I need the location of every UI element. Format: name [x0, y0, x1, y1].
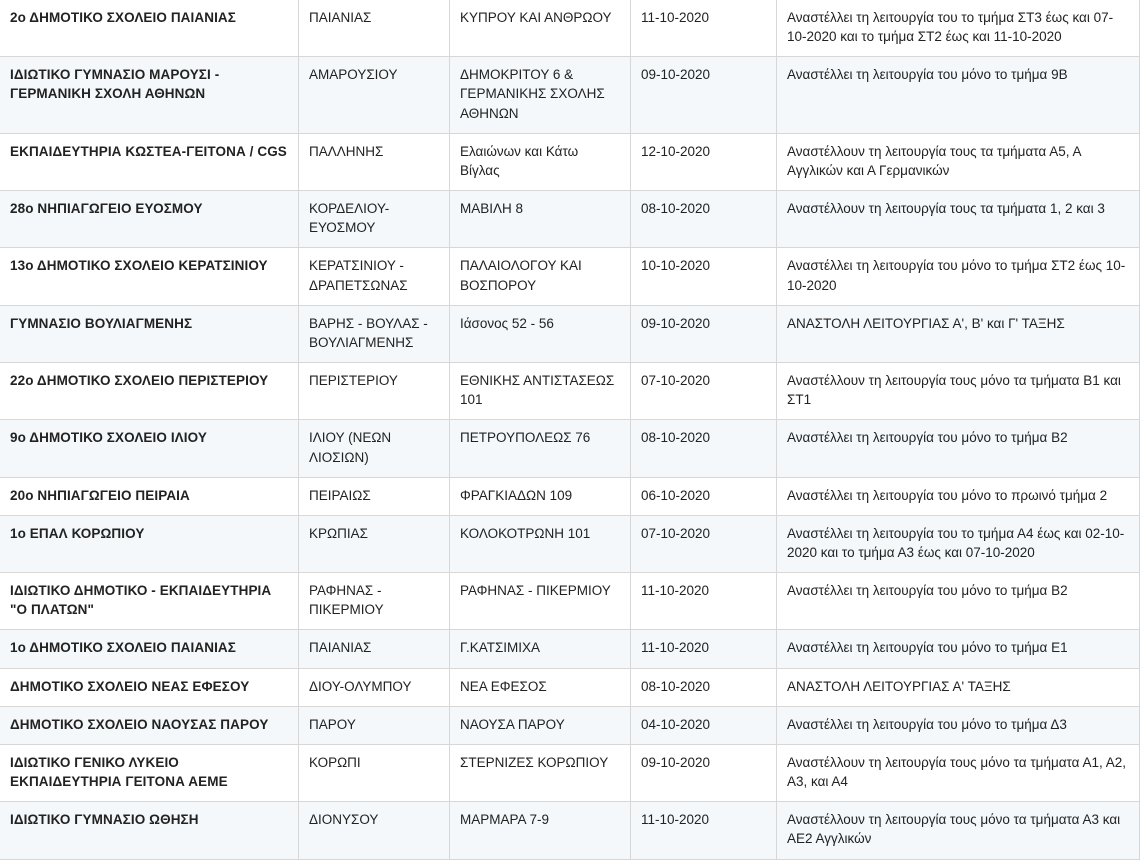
- cell-note: Αναστέλλουν τη λειτουργία τους τα τμήματα Α5, Α Αγγλικών και Α Γερμανικών: [777, 133, 1140, 190]
- cell-name: ΔΗΜΟΤΙΚΟ ΣΧΟΛΕΙΟ ΝΕΑΣ ΕΦΕΣΟΥ: [0, 668, 299, 706]
- cell-note: Αναστέλλουν τη λειτουργία τους μόνο τα τμήματα Α3 και ΑΕ2 Αγγλικών: [777, 802, 1140, 859]
- cell-name: 2ο ΔΗΜΟΤΙΚΟ ΣΧΟΛΕΙΟ ΠΑΙΑΝΙΑΣ: [0, 0, 299, 57]
- table-row: [0, 515, 1140, 572]
- cell-note: Αναστέλλει τη λειτουργία του μόνο το τμήμα ΣΤ2 έως 10-10-2020: [777, 248, 1140, 305]
- cell-note: Αναστέλλει τη λειτουργία του μόνο το τμήμα 9Β: [777, 57, 1140, 133]
- cell-address: ΚΥΠΡΟΥ ΚΑΙ ΑΝΘΡΩΟΥ: [450, 0, 631, 57]
- cell-name: 9ο ΔΗΜΟΤΙΚΟ ΣΧΟΛΕΙΟ ΙΛΙΟΥ: [0, 420, 299, 477]
- cell-date: 09-10-2020: [631, 744, 777, 801]
- table-row: [0, 305, 1140, 362]
- cell-address: ΜΑΡΜΑΡΑ 7-9: [450, 802, 631, 859]
- cell-note: Αναστέλλουν τη λειτουργία τους μόνο τα τμήματα Α1, Α2, Α3, και Α4: [777, 744, 1140, 801]
- cell-note: Αναστέλλει τη λειτουργία του μόνο το τμήμα Ε1: [777, 630, 1140, 668]
- table-row: [0, 57, 1140, 133]
- cell-note: ΑΝΑΣΤΟΛΗ ΛΕΙΤΟΥΡΓΙΑΣ Α' ΤΑΞΗΣ: [777, 668, 1140, 706]
- cell-note: ΑΝΑΣΤΟΛΗ ΛΕΙΤΟΥΡΓΙΑΣ Α', Β' και Γ' ΤΑΞΗΣ: [777, 305, 1140, 362]
- cell-note: Αναστέλλει τη λειτουργία του μόνο το πρωινό τμήμα 2: [777, 477, 1140, 515]
- cell-name: ΓΥΜΝΑΣΙΟ ΒΟΥΛΙΑΓΜΕΝΗΣ: [0, 305, 299, 362]
- cell-address: ΔΗΜΟΚΡΙΤΟΥ 6 & ΓΕΡΜΑΝΙΚΗΣ ΣΧΟΛΗΣ ΑΘΗΝΩΝ: [450, 57, 631, 133]
- cell-municipality: ΡΑΦΗΝΑΣ - ΠΙΚΕΡΜΙΟΥ: [299, 573, 450, 630]
- cell-name: ΙΔΙΩΤΙΚΟ ΓΕΝΙΚΟ ΛΥΚΕΙΟ ΕΚΠΑΙΔΕΥΤΗΡΙΑ ΓΕΙΤΟΝΑ ΑΕΜΕ: [0, 744, 299, 801]
- cell-municipality: ΔΙΟΥ-ΟΛΥΜΠΟΥ: [299, 668, 450, 706]
- cell-address: ΦΡΑΓΚΙΑΔΩΝ 109: [450, 477, 631, 515]
- cell-address: ΠΕΤΡΟΥΠΟΛΕΩΣ 76: [450, 420, 631, 477]
- cell-municipality: ΙΛΙΟΥ (ΝΕΩΝ ΛΙΟΣΙΩΝ): [299, 420, 450, 477]
- cell-name: ΕΚΠΑΙΔΕΥΤΗΡΙΑ ΚΩΣΤΕΑ-ΓΕΙΤΟΝΑ / CGS: [0, 133, 299, 190]
- cell-municipality: ΚΟΡΔΕΛΙΟΥ-ΕΥΟΣΜΟΥ: [299, 191, 450, 248]
- cell-name: ΙΔΙΩΤΙΚΟ ΓΥΜΝΑΣΙΟ ΜΑΡΟΥΣΙ - ΓΕΡΜΑΝΙΚΗ ΣΧΟΛΗ ΑΘΗΝΩΝ: [0, 57, 299, 133]
- cell-date: 11-10-2020: [631, 0, 777, 57]
- table-row: [0, 706, 1140, 744]
- cell-address: ΝΕΑ ΕΦΕΣΟΣ: [450, 668, 631, 706]
- cell-date: 07-10-2020: [631, 515, 777, 572]
- cell-date: 11-10-2020: [631, 802, 777, 859]
- cell-address: Ιάσονος 52 - 56: [450, 305, 631, 362]
- cell-address: ΕΘΝΙΚΗΣ ΑΝΤΙΣΤΑΣΕΩΣ 101: [450, 363, 631, 420]
- cell-address: ΚΟΛΟΚΟΤΡΩΝΗ 101: [450, 515, 631, 572]
- cell-note: Αναστέλλει τη λειτουργία του το τμήμα Α4 έως και 02-10-2020 και το τμήμα Α3 έως και 07-10-2020: [777, 515, 1140, 572]
- cell-date: 07-10-2020: [631, 363, 777, 420]
- cell-municipality: ΠΕΙΡΑΙΩΣ: [299, 477, 450, 515]
- cell-municipality: ΚΟΡΩΠΙ: [299, 744, 450, 801]
- cell-date: 09-10-2020: [631, 305, 777, 362]
- cell-municipality: ΚΕΡΑΤΣΙΝΙΟΥ - ΔΡΑΠΕΤΣΩΝΑΣ: [299, 248, 450, 305]
- cell-name: 1ο ΕΠΑΛ ΚΟΡΩΠΙΟΥ: [0, 515, 299, 572]
- cell-name: 22ο ΔΗΜΟΤΙΚΟ ΣΧΟΛΕΙΟ ΠΕΡΙΣΤΕΡΙΟΥ: [0, 363, 299, 420]
- cell-note: Αναστέλλουν τη λειτουργία τους μόνο τα τμήματα Β1 και ΣΤ1: [777, 363, 1140, 420]
- cell-date: 12-10-2020: [631, 133, 777, 190]
- cell-date: 08-10-2020: [631, 420, 777, 477]
- cell-address: ΡΑΦΗΝΑΣ - ΠΙΚΕΡΜΙΟΥ: [450, 573, 631, 630]
- table-row: [0, 802, 1140, 859]
- table-row: [0, 133, 1140, 190]
- cell-date: 11-10-2020: [631, 573, 777, 630]
- cell-name: ΔΗΜΟΤΙΚΟ ΣΧΟΛΕΙΟ ΝΑΟΥΣΑΣ ΠΑΡΟΥ: [0, 706, 299, 744]
- table-row: [0, 630, 1140, 668]
- table-row: [0, 573, 1140, 630]
- cell-note: Αναστέλλουν τη λειτουργία τους τα τμήματα 1, 2 και 3: [777, 191, 1140, 248]
- table-row: [0, 0, 1140, 57]
- cell-note: Αναστέλλει τη λειτουργία του μόνο το τμήμα Β2: [777, 420, 1140, 477]
- cell-date: 11-10-2020: [631, 630, 777, 668]
- cell-name: 1ο ΔΗΜΟΤΙΚΟ ΣΧΟΛΕΙΟ ΠΑΙΑΝΙΑΣ: [0, 630, 299, 668]
- table-row: [0, 744, 1140, 801]
- cell-address: ΝΑΟΥΣΑ ΠΑΡΟΥ: [450, 706, 631, 744]
- cell-name: 20ο ΝΗΠΙΑΓΩΓΕΙΟ ΠΕΙΡΑΙΑ: [0, 477, 299, 515]
- cell-municipality: ΠΑΙΑΝΙΑΣ: [299, 630, 450, 668]
- cell-municipality: ΠΑΡΟΥ: [299, 706, 450, 744]
- cell-address: Ελαιώνων και Κάτω Βίγλας: [450, 133, 631, 190]
- cell-address: ΜΑΒΙΛΗ 8: [450, 191, 631, 248]
- cell-municipality: ΒΑΡΗΣ - ΒΟΥΛΑΣ - ΒΟΥΛΙΑΓΜΕΝΗΣ: [299, 305, 450, 362]
- cell-address: ΠΑΛΑΙΟΛΟΓΟΥ ΚΑΙ ΒΟΣΠΟΡΟΥ: [450, 248, 631, 305]
- cell-note: Αναστέλλει τη λειτουργία του μόνο το τμήμα Β2: [777, 573, 1140, 630]
- cell-date: 06-10-2020: [631, 477, 777, 515]
- cell-date: 04-10-2020: [631, 706, 777, 744]
- cell-municipality: ΔΙΟΝΥΣΟΥ: [299, 802, 450, 859]
- table-row: [0, 420, 1140, 477]
- table-row: [0, 363, 1140, 420]
- cell-date: 10-10-2020: [631, 248, 777, 305]
- cell-note: Αναστέλλει τη λειτουργία του το τμήμα ΣΤ3 έως και 07-10-2020 και το τμήμα ΣΤ2 έως και 11-10-2020: [777, 0, 1140, 57]
- cell-municipality: ΠΕΡΙΣΤΕΡΙΟΥ: [299, 363, 450, 420]
- cell-name: ΙΔΙΩΤΙΚΟ ΔΗΜΟΤΙΚΟ - ΕΚΠΑΙΔΕΥΤΗΡΙΑ "Ο ΠΛΑΤΩΝ": [0, 573, 299, 630]
- table-row: [0, 191, 1140, 248]
- table-row: [0, 248, 1140, 305]
- cell-name: 28ο ΝΗΠΙΑΓΩΓΕΙΟ ΕΥΟΣΜΟΥ: [0, 191, 299, 248]
- table-row: [0, 668, 1140, 706]
- cell-date: 08-10-2020: [631, 668, 777, 706]
- cell-name: ΙΔΙΩΤΙΚΟ ΓΥΜΝΑΣΙΟ ΩΘΗΣΗ: [0, 802, 299, 859]
- cell-municipality: ΠΑΙΑΝΙΑΣ: [299, 0, 450, 57]
- cell-address: ΣΤΕΡΝΙΖΕΣ ΚΟΡΩΠΙΟΥ: [450, 744, 631, 801]
- cell-municipality: ΚΡΩΠΙΑΣ: [299, 515, 450, 572]
- cell-municipality: ΠΑΛΛΗΝΗΣ: [299, 133, 450, 190]
- table-row: [0, 477, 1140, 515]
- cell-date: 09-10-2020: [631, 57, 777, 133]
- cell-address: Γ.ΚΑΤΣΙΜΙΧΑ: [450, 630, 631, 668]
- cell-municipality: ΑΜΑΡΟΥΣΙΟΥ: [299, 57, 450, 133]
- cell-name: 13ο ΔΗΜΟΤΙΚΟ ΣΧΟΛΕΙΟ ΚΕΡΑΤΣΙΝΙΟΥ: [0, 248, 299, 305]
- cell-note: Αναστέλλει τη λειτουργία του μόνο το τμήμα Δ3: [777, 706, 1140, 744]
- cell-date: 08-10-2020: [631, 191, 777, 248]
